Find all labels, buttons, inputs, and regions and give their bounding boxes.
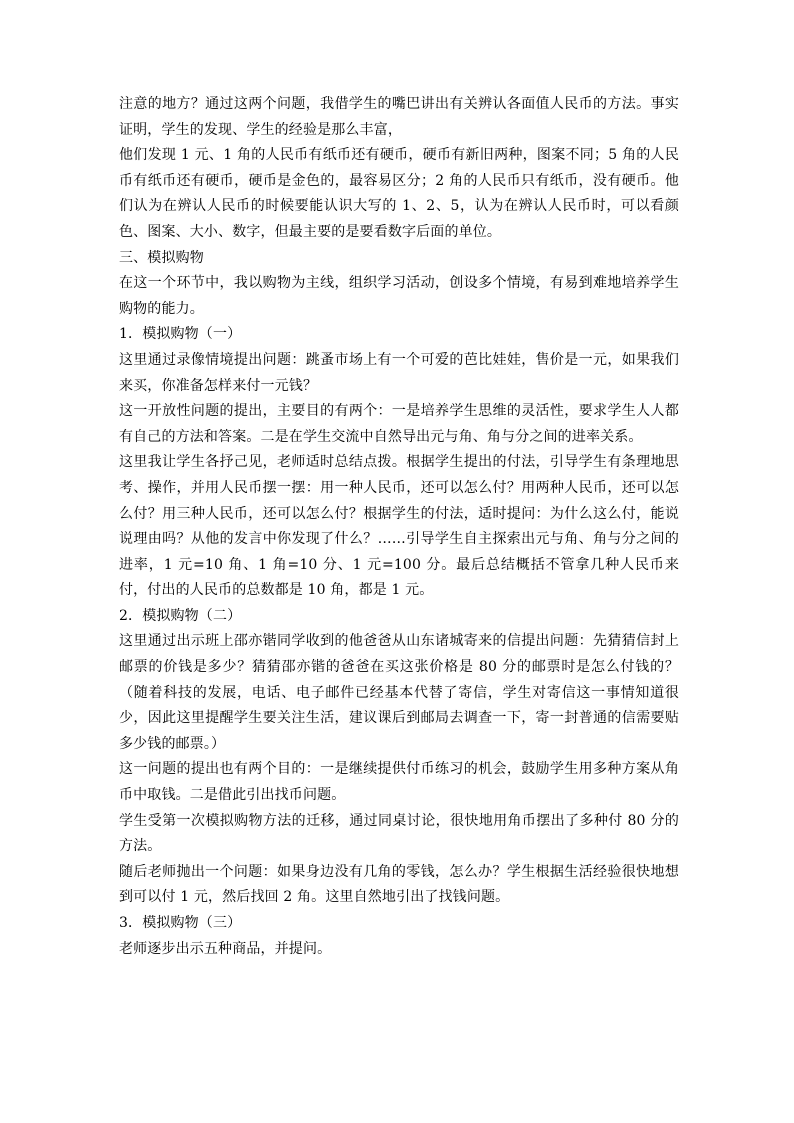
paragraph-second-purpose: 这一问题的提出也有两个目的：一是继续提供付币练习的机会，鼓励学生用多种方案从角币中取钱。二是借此引出找币问题。 (119, 761, 679, 804)
subheading-shopping-three: 3．模拟购物（三） (119, 915, 242, 931)
paragraph-intro-continuation: 注意的地方？通过这两个问题，我借学生的嘴巴讲出有关辨认各面值人民币的方法。事实证明，学生的发现、学生的经验是那么丰富， (119, 96, 679, 138)
document-page (119, 92, 679, 962)
subheading-shopping-one: 1．模拟购物（一） (119, 326, 242, 343)
paragraph-student-findings: 他们发现 1 元、1 角的人民币有纸币还有硬币，硬币有新旧两种，图案不同；5 角的人民币有纸币还有硬币，硬币是金色的，最容易区分；2 角的人民币只有纸币，没有硬币。他们认为在辨认人民币的时候要能认识大写的 1、2、5，认为在辨认人民币时，可以看颜色、图案、大小、数字，但最主要的是要看数字后面的单位。 (119, 147, 679, 240)
paragraph-section-overview: 在这一个环节中，我以购物为主线，组织学习活动，创设多个情境，有易到难地培养学生购物的能力。 (119, 275, 679, 317)
subheading-shopping-two: 2．模拟购物（二） (119, 607, 242, 624)
paragraph-stamp-question: 这里通过出示班上邵亦锴同学收到的他爸爸从山东诸城寄来的信提出问题：先猜猜信封上邮票的价钱是多少？猜猜邵亦锴的爸爸在买这张价格是 80 分的邮票时是怎么付钱的？（随着科技的发展，电话、电子邮件已经基本代替了寄信，学生对寄信这一事情知道很少，因此这里提醒学生要关注生活，建议课后到邮局去调查一下，寄一封普通的信需要贴多少钱的邮票。） (119, 633, 679, 752)
paragraph-group-discussion: 学生受第一次模拟购物方法的迁移，通过同桌讨论，很快地用角币摆出了多种付 80 分的方法。 (119, 812, 679, 855)
section-heading-simulated-shopping: 三、模拟购物 (119, 249, 204, 266)
paragraph-open-question-purpose: 这一开放性问题的提出，主要目的有两个：一是培养学生思维的灵活性，要求学生人人都有自己的方法和答案。二是在学生交流中自然导出元与角、角与分之间的进率关系。 (119, 403, 679, 445)
paragraph-video-question: 这里通过录像情境提出问题：跳蚤市场上有一个可爱的芭比娃娃，售价是一元，如果我们来买，你准备怎样来付一元钱？ (119, 351, 679, 394)
paragraph-teacher-guidance: 这里我让学生各抒己见，老师适时总结点拨。根据学生提出的付法，引导学生有条理地思考、操作，并用人民币摆一摆：用一种人民币，还可以怎么付？用两种人民币，还可以怎么付？用三种人民币，还可以怎么付？根据学生的付法，适时提问：为什么这么付，能说说理由吗？从他的发言中你发现了什么？……引导学生自主探索出元与角、角与分之间的进率，1 元=10 角、1 角=10 分、1 元=100 分。最后总结概括不管拿几种人民币来付，付出的人民币的总数都是 10 角，都是 1 元。 (119, 454, 679, 599)
paragraph-five-products: 老师逐步出示五种商品，并提问。 (119, 940, 332, 957)
paragraph-change-problem: 随后老师抛出一个问题：如果身边没有几角的零钱，怎么办？学生根据生活经验很快地想到可以付 1 元，然后找回 2 角。这里自然地引出了找钱问题。 (119, 863, 679, 906)
